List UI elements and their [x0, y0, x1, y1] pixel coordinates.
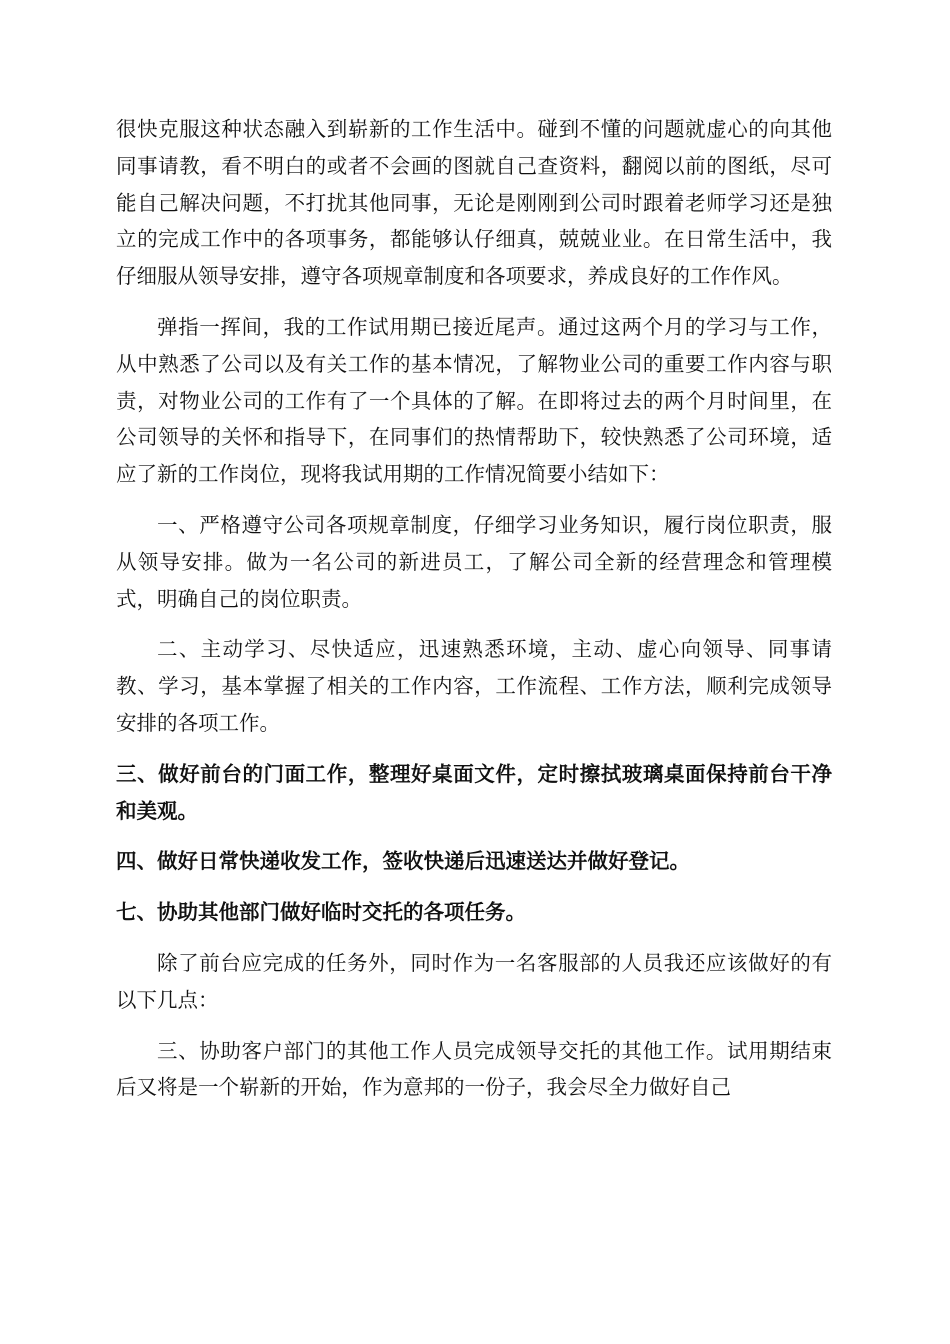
- paragraph-closing: 三、协助客户部门的其他工作人员完成领导交托的其他工作。试用期结束后又将是一个崭新的开始，作为意邦的一份子，我会尽全力做好自己: [116, 1038, 832, 1100]
- paragraph-item-7-bold: 七、协助其他部门做好临时交托的各项任务。: [116, 900, 526, 925]
- paragraph-gap: [116, 880, 832, 894]
- paragraph-continuation: 很快克服这种状态融入到崭新的工作生活中。碰到不懂的问题就虚心的向其他同事请教，看不明白的或者不会画的图就自己查资料，翻阅以前的图纸，尽可能自己解决问题，不打扰其他同事，无论是刚刚到公司时跟着老师学习还是独立的完成工作中的各项事务，都能够认仔细真，兢兢业业。在日常生活中，我仔细服从领导安排，遵守各项规章制度和各项要求，养成良好的工作作风。: [116, 117, 832, 289]
- paragraph-item-3-bold: 三、做好前台的门面工作，整理好桌面文件，定时擦拭玻璃桌面保持前台干净和美观。: [116, 761, 832, 823]
- paragraph-gap: [116, 829, 832, 843]
- paragraph-item-4-bold: 四、做好日常快递收发工作，签收快递后迅速送达并做好登记。: [116, 849, 690, 874]
- paragraph-item-1: 一、严格遵守公司各项规章制度，仔细学习业务知识，履行岗位职责，服从领导安排。做为一名公司的新进员工，了解公司全新的经营理念和管理模式，明确自己的岗位职责。: [116, 512, 832, 611]
- document-page: [116, 111, 832, 1106]
- paragraph-gap: [116, 742, 832, 756]
- paragraph-customer-service-intro: 除了前台应完成的任务外，同时作为一名客服部的人员我还应该做好的有以下几点：: [116, 950, 832, 1012]
- paragraph-gap: [116, 1019, 832, 1033]
- paragraph-gap: [116, 295, 832, 309]
- paragraph-item-2: 二、主动学习、尽快适应，迅速熟悉环境，主动、虚心向领导、同事请教、学习，基本掌握了相关的工作内容，工作流程、工作方法，顺利完成领导安排的各项工作。: [116, 637, 832, 735]
- paragraph-gap: [116, 617, 832, 631]
- paragraph-gap: [116, 493, 832, 507]
- paragraph-probation-intro: 弹指一挥间，我的工作试用期已接近尾声。通过这两个月的学习与工作，从中熟悉了公司以及有关工作的基本情况，了解物业公司的重要工作内容与职责，对物业公司的工作有了一个具体的了解。在即将过去的两个月时间里，在公司领导的关怀和指导下，在同事们的热情帮助下，较快熟悉了公司环境，适应了新的工作岗位，现将我试用期的工作情况简要小结如下：: [116, 314, 832, 487]
- paragraph-gap: [116, 931, 832, 945]
